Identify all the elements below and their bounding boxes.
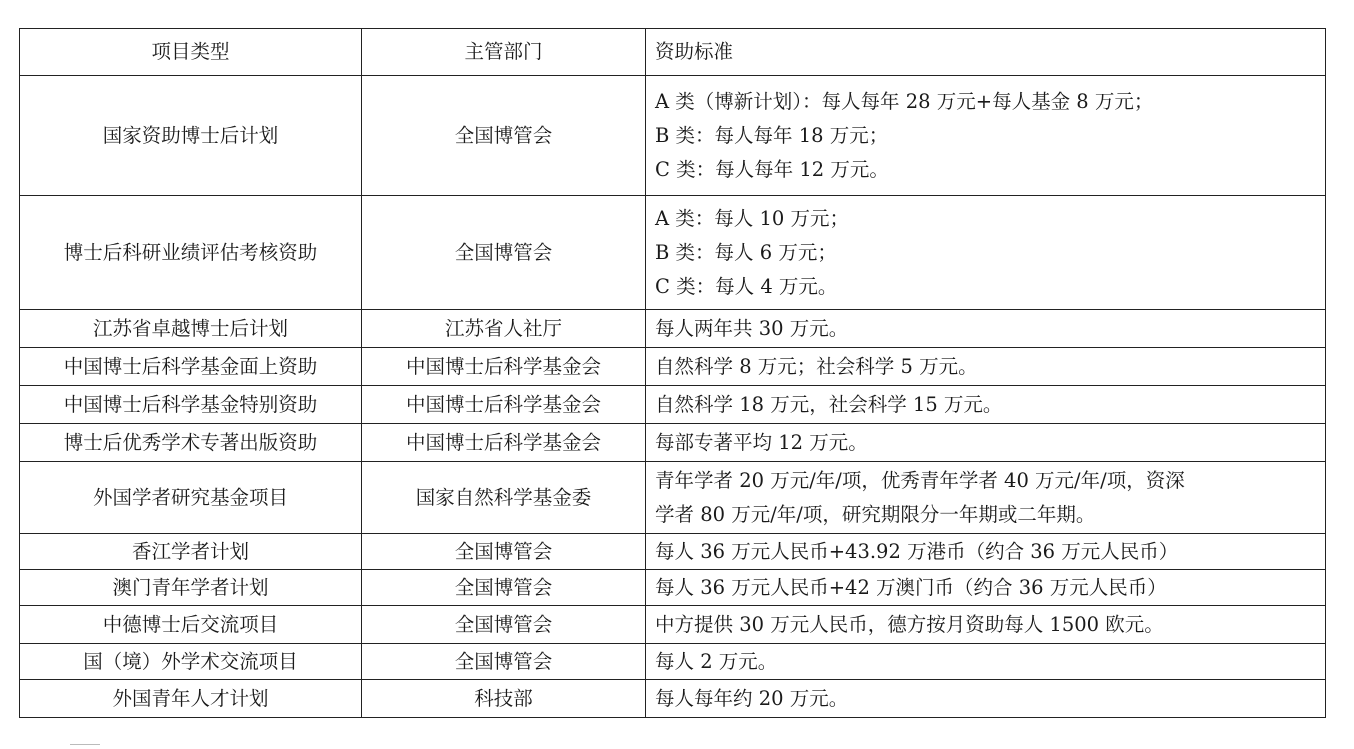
table-row <box>20 644 1326 680</box>
funding-standard-line: 每人每年约 20 万元。 <box>655 686 849 710</box>
funding-standard-line: 每人两年共 30 万元。 <box>655 316 849 340</box>
funding-standard-line: 中方提供 30 万元人民币，德方按月资助每人 1500 欧元。 <box>655 612 1164 636</box>
table-row <box>20 310 1326 348</box>
table-row <box>20 606 1326 644</box>
department-cell: 全国博管会 <box>362 644 646 680</box>
funding-standard-cell <box>646 348 1326 386</box>
funding-standard-cell <box>646 570 1326 606</box>
department-cell: 江苏省人社厅 <box>362 310 646 348</box>
table-body <box>20 76 1326 718</box>
department-cell: 中国博士后科学基金会 <box>362 386 646 424</box>
table-row <box>20 534 1326 570</box>
table-row <box>20 424 1326 462</box>
table-row <box>20 348 1326 386</box>
header-department: 主管部门 <box>362 29 646 76</box>
table-row <box>20 462 1326 534</box>
table-row <box>20 570 1326 606</box>
funding-standard-line: C 类：每人每年 12 万元。 <box>655 157 889 181</box>
department-cell: 全国博管会 <box>362 534 646 570</box>
funding-standard-line: 每部专著平均 12 万元。 <box>655 430 868 454</box>
funding-standard-line: 每人 36 万元人民币+43.92 万港币（约合 36 万元人民币） <box>655 539 1179 563</box>
project-type-cell: 国（境）外学术交流项目 <box>20 644 362 680</box>
project-type-cell: 外国青年人才计划 <box>20 680 362 718</box>
funding-standard-line: B 类：每人 6 万元； <box>655 240 837 264</box>
funding-standard-cell <box>646 644 1326 680</box>
department-cell: 中国博士后科学基金会 <box>362 424 646 462</box>
department-cell: 全国博管会 <box>362 196 646 310</box>
page-edge-mark <box>70 744 100 745</box>
funding-standard-cell <box>646 386 1326 424</box>
department-cell: 国家自然科学基金委 <box>362 462 646 534</box>
project-type-cell: 中国博士后科学基金面上资助 <box>20 348 362 386</box>
funding-standard-line: 自然科学 8 万元；社会科学 5 万元。 <box>655 354 978 378</box>
project-type-cell: 中德博士后交流项目 <box>20 606 362 644</box>
project-type-cell: 香江学者计划 <box>20 534 362 570</box>
funding-standard-cell <box>646 424 1326 462</box>
funding-standard-cell <box>646 76 1326 196</box>
project-type-cell: 江苏省卓越博士后计划 <box>20 310 362 348</box>
funding-standard-line: 学者 80 万元/年/项，研究期限分一年期或二年期。 <box>655 502 1096 526</box>
project-type-cell: 澳门青年学者计划 <box>20 570 362 606</box>
funding-table <box>19 28 1326 718</box>
project-type-cell: 博士后科研业绩评估考核资助 <box>20 196 362 310</box>
project-type-cell: 国家资助博士后计划 <box>20 76 362 196</box>
funding-standard-line: A 类（博新计划）：每人每年 28 万元+每人基金 8 万元； <box>655 89 1154 113</box>
funding-standard-cell <box>646 196 1326 310</box>
department-cell: 科技部 <box>362 680 646 718</box>
table-row <box>20 76 1326 196</box>
table-header-row <box>20 29 1326 76</box>
funding-standard-line: 自然科学 18 万元，社会科学 15 万元。 <box>655 392 1003 416</box>
funding-standard-cell <box>646 310 1326 348</box>
funding-standard-line: 每人 2 万元。 <box>655 649 778 673</box>
department-cell: 全国博管会 <box>362 570 646 606</box>
project-type-cell: 博士后优秀学术专著出版资助 <box>20 424 362 462</box>
project-type-cell: 中国博士后科学基金特别资助 <box>20 386 362 424</box>
table-row <box>20 386 1326 424</box>
department-cell: 中国博士后科学基金会 <box>362 348 646 386</box>
header-funding-standard: 资助标准 <box>646 29 1326 76</box>
table-row <box>20 680 1326 718</box>
header-project-type: 项目类型 <box>20 29 362 76</box>
funding-standard-cell <box>646 534 1326 570</box>
funding-standard-line: C 类：每人 4 万元。 <box>655 274 838 298</box>
funding-standard-cell <box>646 606 1326 644</box>
funding-standard-cell <box>646 680 1326 718</box>
table-row <box>20 196 1326 310</box>
funding-standard-cell <box>646 462 1326 534</box>
funding-standard-line: 青年学者 20 万元/年/项，优秀青年学者 40 万元/年/项，资深 <box>655 468 1185 492</box>
department-cell: 全国博管会 <box>362 606 646 644</box>
department-cell: 全国博管会 <box>362 76 646 196</box>
funding-standard-line: 每人 36 万元人民币+42 万澳门币（约合 36 万元人民币） <box>655 575 1167 599</box>
funding-standard-line: B 类：每人每年 18 万元； <box>655 123 889 147</box>
funding-standard-line: A 类：每人 10 万元； <box>655 206 849 230</box>
project-type-cell: 外国学者研究基金项目 <box>20 462 362 534</box>
